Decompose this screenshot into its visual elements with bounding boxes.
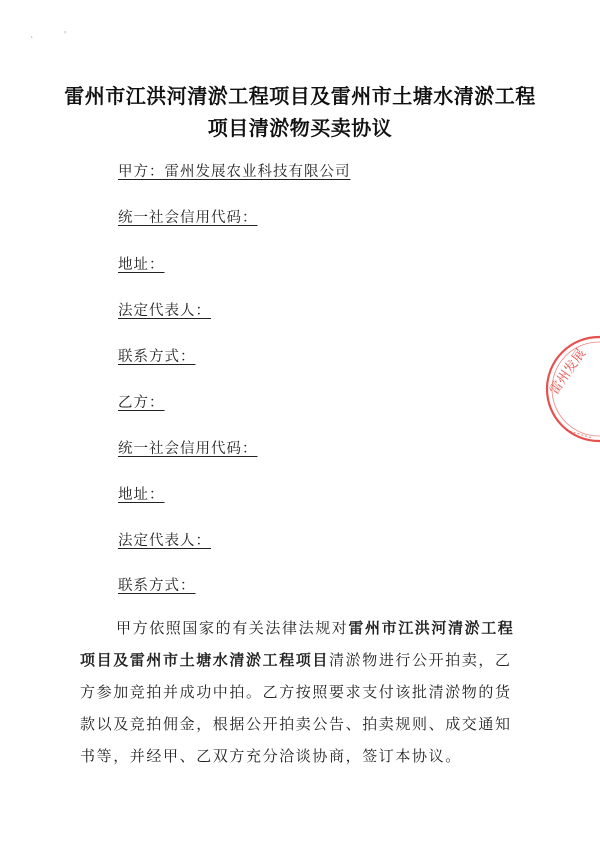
scan-mark: ' <box>64 30 67 39</box>
party-b-credit-code: 统一社会信用代码： <box>118 441 258 457</box>
company-seal <box>544 334 600 444</box>
agreement-paragraph <box>80 612 520 772</box>
party-b-legal-rep: 法定代表人： <box>118 533 211 549</box>
party-b-address: 地址： <box>118 487 165 503</box>
party-a-contact: 联系方式： <box>118 349 196 365</box>
title-line-2: 项目清淤物买卖协议 <box>207 116 393 140</box>
paragraph-project-name: 雷州市江洪河清淤工程项目及雷州市土塘水清淤工程项目 <box>80 619 515 669</box>
party-a-credit-code: 统一社会信用代码： <box>118 210 258 226</box>
paragraph-text-2: 清淤物进行公开拍卖，乙方参加竞拍并成功中拍。乙方按照要求支付该批清淤物的货款以及竞拍佣金，根据公开拍卖公告、拍卖规则、成交通知书等，并经甲、乙双方充分洽谈协商，签订本协议。 <box>80 651 512 765</box>
party-a-legal-rep: 法定代表人： <box>118 303 211 319</box>
party-a-name: 甲方：雷州发展农业科技有限公司 <box>118 164 351 180</box>
paragraph-text-1: 甲方依照国家的有关法律法规对 <box>116 619 349 637</box>
svg-text:雷州发展: 雷州发展 <box>546 346 590 398</box>
scan-mark: ` <box>30 36 34 45</box>
party-b-contact: 联系方式： <box>118 578 196 594</box>
title-line-1: 雷州市江洪河清淤工程项目及雷州市土塘水清淤工程 <box>64 84 536 108</box>
party-a-address: 地址： <box>118 257 165 273</box>
party-b-name: 乙方： <box>118 395 165 411</box>
